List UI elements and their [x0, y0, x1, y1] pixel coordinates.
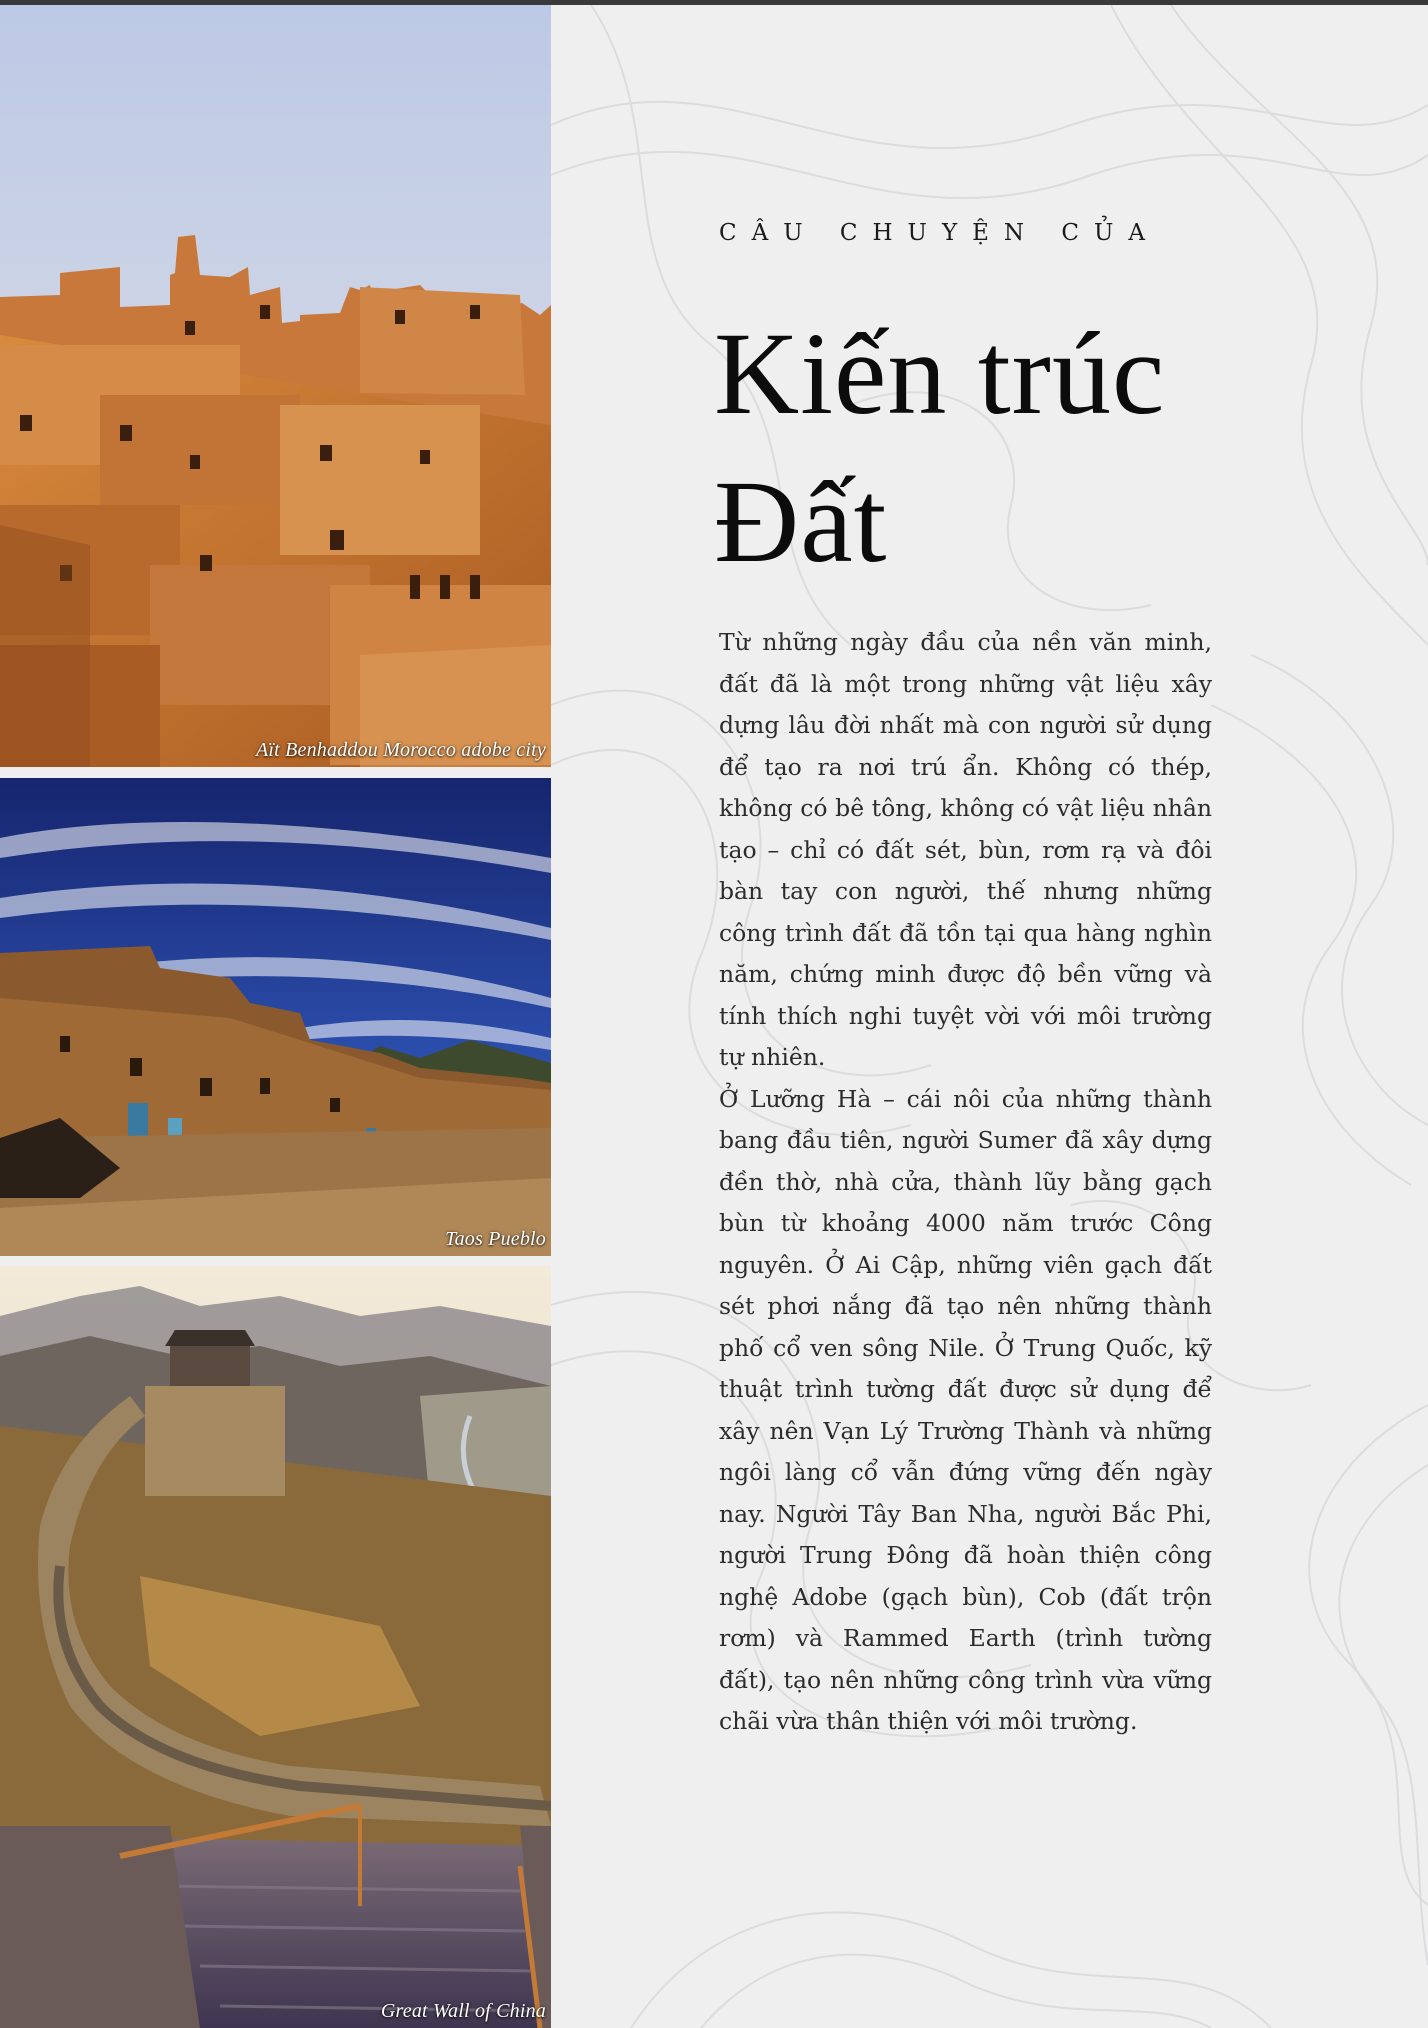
great-wall-photo [0, 1266, 551, 2028]
article-body [719, 622, 1212, 1743]
photo-taos-pueblo [0, 778, 551, 1256]
photo-ait-benhaddou [0, 5, 551, 767]
photo-caption: Great Wall of China [380, 2000, 546, 2022]
photo-caption: Aït Benhaddou Morocco adobe city [255, 739, 546, 761]
photo-great-wall [0, 1266, 551, 2028]
title-line-1: Kiến trúc [714, 308, 1166, 439]
pueblo-photo [0, 778, 551, 1256]
page-title [714, 300, 1354, 596]
paragraph-2: Ở Lưỡng Hà – cái nôi của những thành bang đầu tiên, người Sumer đã xây dựng đền thờ, nhà cửa, thành lũy bằng gạch bùn từ khoảng 4000 năm trước Công nguyên. Ở Ai Cập, những viên gạch đất sét phơi nắng đã tạo nên những thành phố cổ ven sông Nile. Ở Trung Quốc, kỹ thuật trình tường đất được sử dụng để xây nên Vạn Lý Trường Thành và những ngôi làng cổ vẫn đứng vững đến ngày nay. Người Tây Ban Nha, người Bắc Phi, người Trung Đông đã hoàn thiện công nghệ Adobe (gạch bùn), Cob (đất trộn rơm) và Rammed Earth (trình tường đất), tạo nên những công trình vừa vững chãi vừa thân thiện với môi trường. [719, 1084, 1212, 1735]
adobe-city-photo [0, 5, 551, 767]
photo-caption: Taos Pueblo [445, 1228, 546, 1250]
article-panel [551, 5, 1428, 2028]
title-line-2: Đất [714, 456, 888, 587]
kicker: CÂU CHUYỆN CỦA [719, 220, 1160, 246]
paragraph-1: Từ những ngày đầu của nền văn minh, đất đã là một trong những vật liệu xây dựng lâu đời nhất mà con người sử dụng để tạo ra nơi trú ẩn. Không có thép, không có bê tông, không có vật liệu nhân tạo – chỉ có đất sét, bùn, rơm rạ và đôi bàn tay con người, thế nhưng những công trình đất đã tồn tại qua hàng nghìn năm, chứng minh được độ bền vững và tính thích nghi tuyệt vời với môi trường tự nhiên. [719, 628, 1212, 1071]
